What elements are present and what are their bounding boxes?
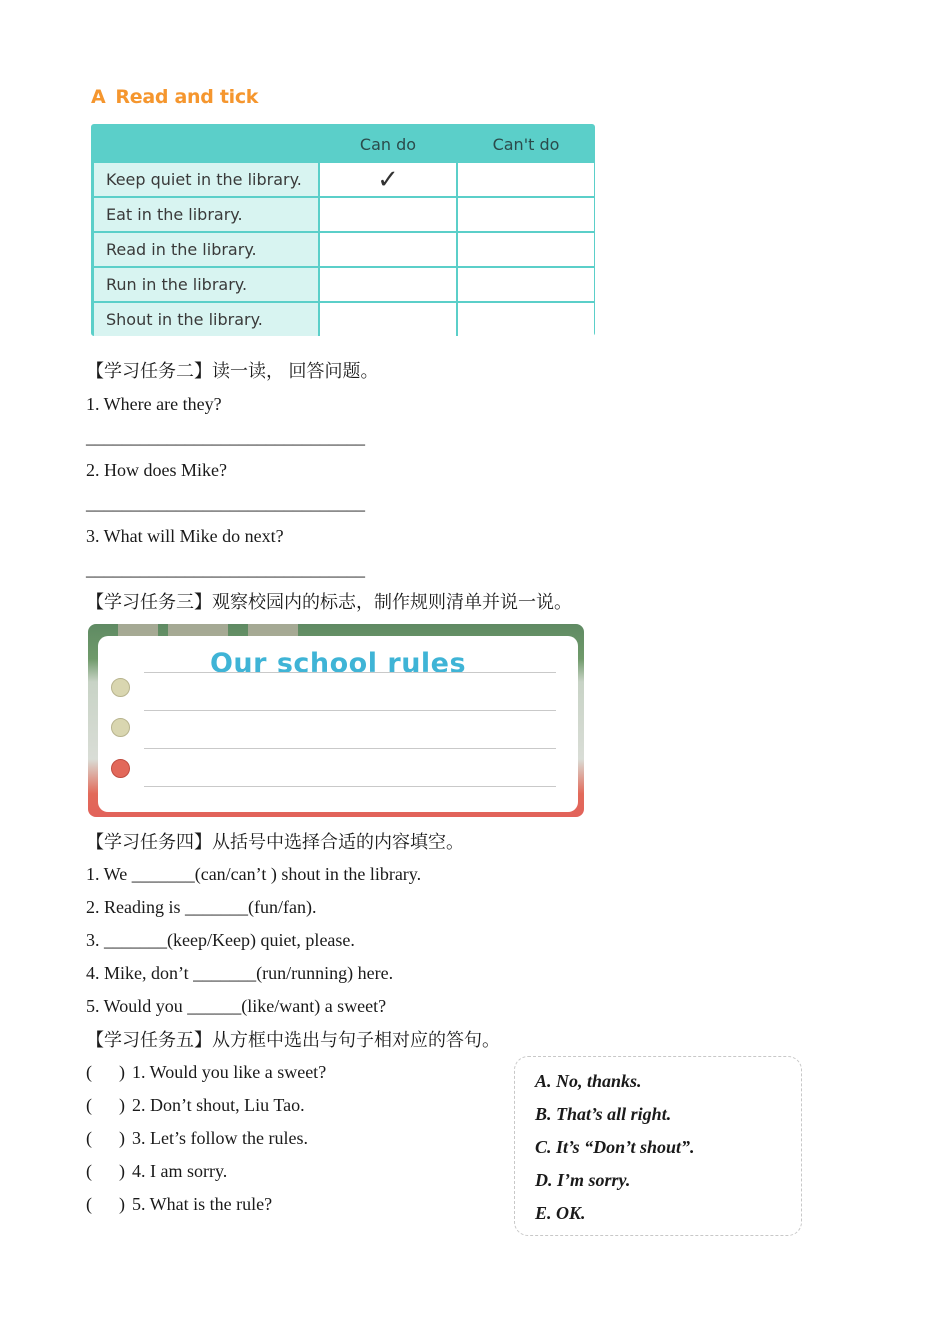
section-a-heading [91,86,258,108]
background-building [118,624,158,636]
table-row-activity: Keep quiet in the library. [94,163,318,196]
answer-blank-1[interactable]: _______________________________ [86,427,365,447]
bullet-dot-icon [111,718,130,737]
task4-item-5: 5. Would you ______(like/want) a sweet? [86,996,387,1016]
title-underline [144,672,556,673]
tick-cell-cant[interactable] [458,233,594,266]
tick-cell-cant[interactable] [458,198,594,231]
rules-title: Our school rules [209,648,467,679]
table-row-activity: Read in the library. [94,233,318,266]
answer-parens[interactable]: ( ) [86,1095,125,1115]
tick-cell-can[interactable] [320,233,456,266]
tick-cell-cant[interactable] [458,163,594,196]
answer-blank-2[interactable]: _______________________________ [86,493,365,513]
answer-parens[interactable]: ( ) [86,1128,125,1148]
tick-cell-can[interactable]: ✓ [320,163,456,196]
option-b: B. That’s all right. [535,1104,672,1124]
tick-cell-can[interactable] [320,198,456,231]
table-header-blank [94,127,318,161]
table-row-activity: Run in the library. [94,268,318,301]
school-rules-card [88,624,584,817]
task4-item-2: 2. Reading is _______(fun/fan). [86,897,317,917]
table-header-can-do: Can do [320,127,456,161]
bullet-dot-icon [111,759,130,778]
rule-write-line[interactable] [144,748,556,749]
task4-item-1: 1. We _______(can/can’t ) shout in the library. [86,864,422,884]
section-a-letter: A [91,86,106,108]
table-row-activity: Eat in the library. [94,198,318,231]
task3-heading: 【学习任务三】观察校园内的标志，制作规则清单并说一说。 [86,592,572,612]
table-header-cant-do: Can't do [458,127,594,161]
task4-item-4: 4. Mike, don’t _______(run/running) here. [86,963,394,983]
table-row-activity: Shout in the library. [94,303,318,336]
task2-heading: 【学习任务二】读一读， 回答问题。 [86,361,379,381]
task2-question-1: 1. Where are they? [86,394,222,414]
task5-item-4: 4. I am sorry. [132,1161,228,1181]
answer-blank-3[interactable]: _______________________________ [86,559,365,579]
bullet-dot-icon [111,678,130,697]
task4-heading: 【学习任务四】从括号中选择合适的内容填空。 [86,832,464,852]
tick-cell-can[interactable] [320,268,456,301]
task2-question-3: 3. What will Mike do next? [86,526,284,546]
option-e: E. OK. [535,1203,586,1223]
task5-item-3: 3. Let’s follow the rules. [132,1128,308,1148]
task5-item-2: 2. Don’t shout, Liu Tao. [132,1095,305,1115]
task5-heading: 【学习任务五】从方框中选出与句子相对应的答句。 [86,1030,500,1050]
answer-options-box [514,1056,802,1236]
answer-parens[interactable]: ( ) [86,1161,125,1181]
tick-cell-can[interactable] [320,303,456,336]
task5-item-1: 1. Would you like a sweet? [132,1062,327,1082]
option-c: C. It’s “Don’t shout”. [535,1137,695,1157]
read-and-tick-table [91,124,595,336]
task2-question-2: 2. How does Mike? [86,460,227,480]
answer-parens[interactable]: ( ) [86,1194,125,1214]
option-d: D. I’m sorry. [535,1170,631,1190]
rule-write-line[interactable] [144,710,556,711]
task4-item-3: 3. _______(keep/Keep) quiet, please. [86,930,355,950]
tick-cell-cant[interactable] [458,303,594,336]
rules-paper [98,636,578,812]
section-a-title: Read and tick [115,86,259,108]
tick-cell-cant[interactable] [458,268,594,301]
answer-parens[interactable]: ( ) [86,1062,125,1082]
rule-write-line[interactable] [144,786,556,787]
option-a: A. No, thanks. [535,1071,642,1091]
background-building [248,624,298,636]
task5-item-5: 5. What is the rule? [132,1194,273,1214]
background-building [168,624,228,636]
